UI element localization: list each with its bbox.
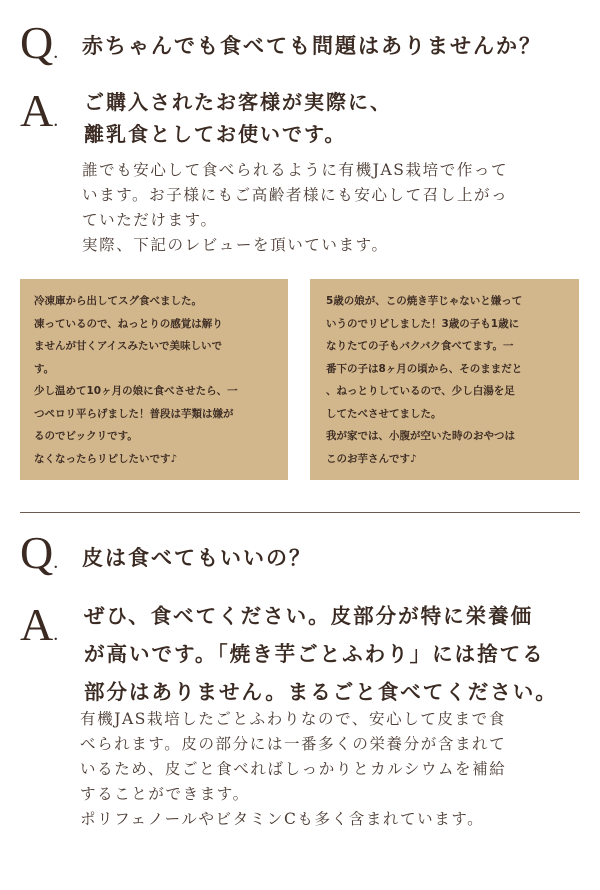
review-line: このお芋さんです♪ [326, 452, 417, 465]
answer-body [80, 707, 506, 832]
review-line: るのでビックリです。 [34, 430, 138, 442]
review-line: 5歳の娘が、この焼き芋じゃないと嫌って [326, 295, 523, 307]
review-line: なくなったらリピしたいです♪ [34, 452, 178, 465]
answer-lead-line: が高いです。「焼き芋ごとふわり」には捨てる [84, 642, 545, 666]
review-line: 冷凍庫から出してスグ食べました。 [34, 295, 202, 307]
a-mark: A. [20, 85, 59, 136]
review-line: 、ねっとりしているので、少し白湯を足 [326, 385, 515, 397]
answer-body-line: ていただけます。 [82, 211, 218, 229]
answer-body-line: います。お子様にもご高齢者様にも安心して召し上がっ [82, 186, 509, 204]
a-mark: A. [20, 599, 59, 650]
review-line: なりたての子もバクバク食べてます。一 [326, 340, 514, 352]
review-card [20, 279, 288, 480]
answer-body [82, 158, 508, 258]
review-line: してたべさせてました。 [326, 407, 442, 420]
q-mark: Q. [20, 527, 59, 578]
answer-lead [84, 597, 558, 711]
review-line: 我が家では、小腹が空いた時のおやつは [326, 430, 515, 442]
answer-body-line: いるため、皮ごと食べればしっかりとカルシウムを補給 [80, 760, 507, 778]
answer-lead-line: ご購入されたお客様が実際に、 [84, 90, 392, 114]
answer-body-line: 誰でも安心して食べられるように有機JAS栽培で作って [82, 161, 509, 179]
answer-lead [84, 86, 392, 150]
answer-body-line: 実際、下記のレビューを頂いています。 [82, 236, 389, 254]
question-heading: 皮は食べてもいいの？ [82, 545, 312, 570]
answer-body-line: ポリフェノールやビタミンCも多く含まれています。 [80, 810, 485, 828]
review-line: す。 [34, 362, 55, 375]
review-line: つペロリ平らげました！普段は芋類は嫌が [34, 407, 234, 420]
question-heading: 赤ちゃんでも食べても問題はありませんか？ [82, 33, 542, 58]
review-line: 番下の子は8ヶ月の頃から、そのままだと [326, 362, 523, 375]
review-line: いうのでリピしました！3歳の子も1歳に [326, 317, 520, 330]
answer-body-line: することができます。 [80, 785, 250, 803]
section-divider [20, 512, 580, 513]
answer-body-line: べられます。皮の部分には一番多くの栄養分が含まれて [80, 735, 507, 753]
q-mark: Q. [20, 17, 59, 68]
answer-body-line: 有機JAS栽培したごとふわりなので、安心して皮まで食 [80, 710, 506, 728]
answer-lead-line: 部分はありません。まるごと食べてください。 [84, 680, 558, 704]
review-line: ませんが甘くアイスみたいで美味しいで [34, 340, 222, 352]
answer-lead-line: ぜひ、食べてください。皮部分が特に栄養価 [84, 604, 534, 628]
answer-lead-line: 離乳食としてお使いです。 [84, 122, 347, 146]
review-line: 凍っているので、ねっとりの感覚は解り [34, 317, 223, 330]
review-card [310, 279, 579, 480]
review-line: 少し温めて10ヶ月の娘に食べさせたら、一 [34, 385, 238, 397]
